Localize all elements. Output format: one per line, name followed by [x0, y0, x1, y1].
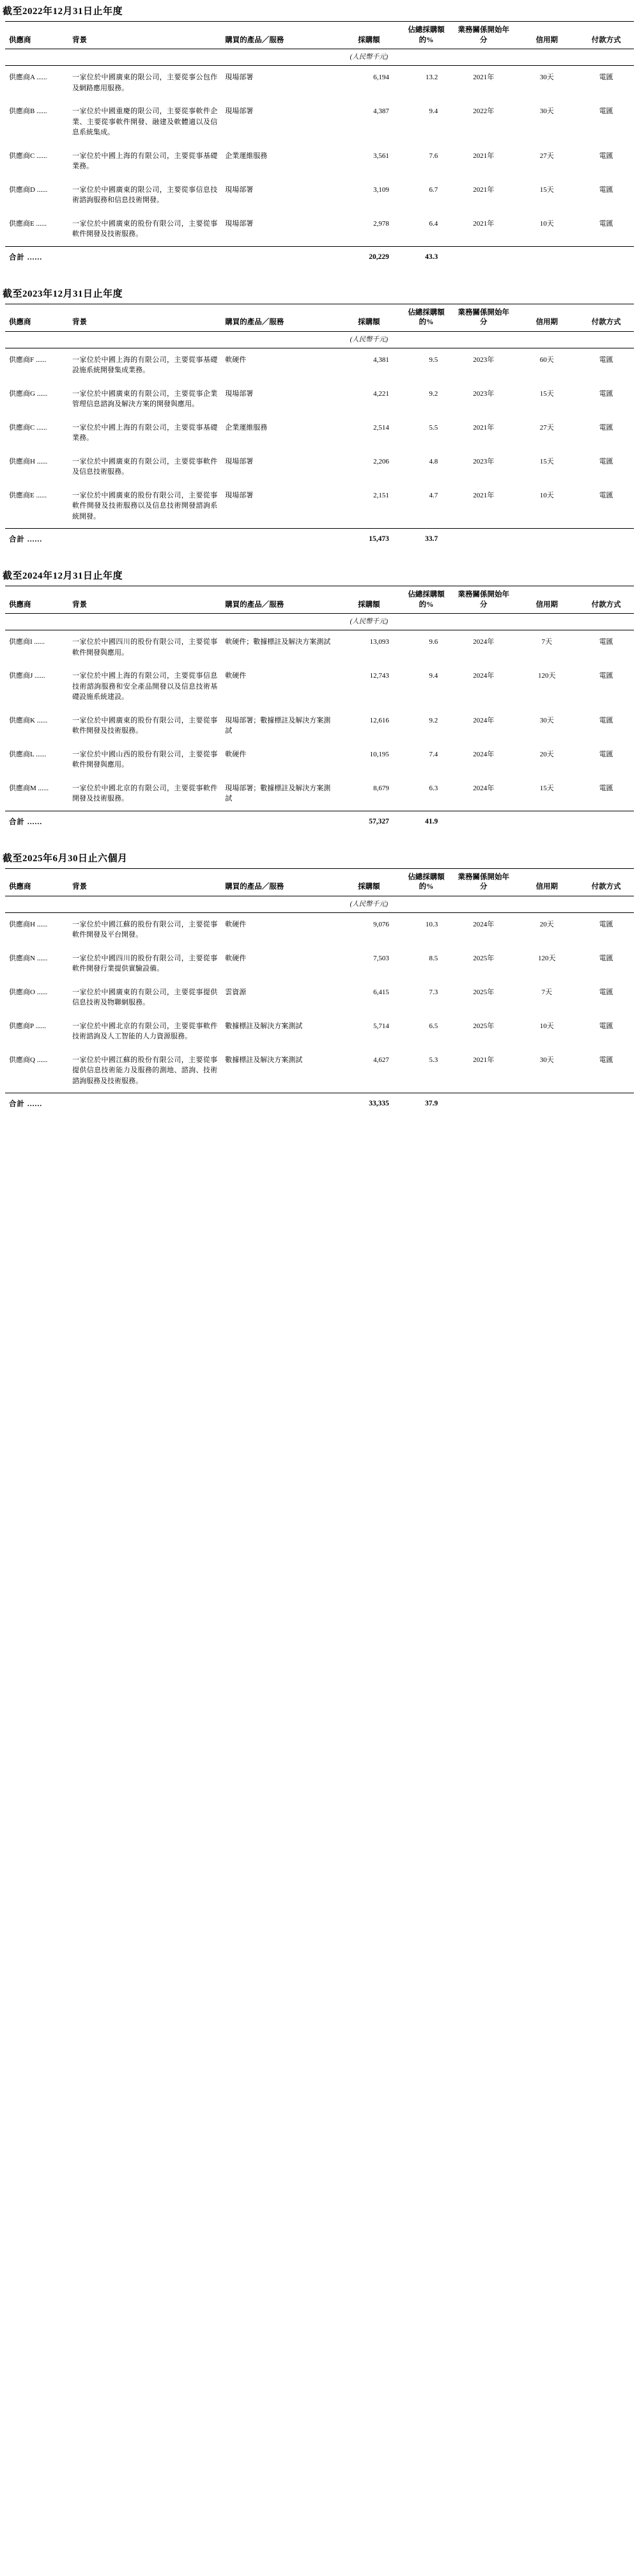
cell-credit: 20天 — [539, 920, 554, 928]
cell-since: 2021年 — [473, 491, 495, 499]
cell-product: 企業運維服務 — [225, 423, 268, 432]
table-row — [5, 178, 634, 212]
col-background: 背景 — [68, 304, 221, 331]
cell-amount: 4,627 — [373, 1056, 389, 1064]
col-pct: 佔總採購額的% — [401, 868, 452, 896]
cell-since: 2024年 — [473, 784, 495, 792]
col-payment: 付款方式 — [578, 304, 634, 331]
supplier-table — [5, 304, 634, 551]
cell-pct: 5.3 — [429, 1056, 438, 1064]
cell-amount: 3,109 — [373, 185, 389, 194]
cell-amount: 12,743 — [369, 672, 389, 680]
table-row — [5, 630, 634, 665]
cell-supplier: 供應商C ...... — [9, 152, 47, 160]
col-background: 背景 — [68, 586, 221, 614]
cell-product: 現場部署 — [225, 219, 254, 228]
cell-since: 2024年 — [473, 672, 495, 680]
cell-credit: 30天 — [539, 1056, 554, 1064]
cell-payment: 電匯 — [599, 638, 613, 646]
cell-supplier: 供應商P ...... — [9, 1022, 46, 1030]
col-credit: 信用期 — [515, 304, 578, 331]
table-total-row — [5, 246, 634, 269]
cell-product: 軟硬件；數據標註及解決方案測試 — [225, 638, 331, 646]
total-pct: 37.9 — [401, 1093, 452, 1116]
cell-credit: 15天 — [539, 185, 554, 194]
cell-background: 一家位於中國廣東的股份有限公司，主要從事軟件開發及技術服務。 — [72, 219, 218, 238]
cell-amount: 3,561 — [373, 152, 389, 160]
col-supplier: 供應商 — [5, 586, 68, 614]
table-row — [5, 416, 634, 450]
cell-since: 2022年 — [473, 107, 495, 116]
table-total-row — [5, 1093, 634, 1116]
cell-supplier: 供應商K ...... — [9, 716, 48, 724]
cell-amount: 2,978 — [373, 219, 389, 228]
cell-amount: 6,194 — [373, 74, 389, 82]
supplier-table — [5, 868, 634, 1116]
col-product: 購買的產品／服務 — [221, 304, 337, 331]
unit-note: (人民幣千元) — [337, 49, 401, 66]
table-row — [5, 450, 634, 484]
cell-payment: 電匯 — [599, 389, 613, 398]
cell-since: 2024年 — [473, 750, 495, 758]
cell-pct: 8.5 — [429, 954, 438, 962]
cell-product: 軟硬件 — [225, 355, 247, 364]
cell-credit: 30天 — [539, 716, 554, 724]
cell-amount: 4,387 — [373, 107, 389, 116]
cell-amount: 6,415 — [373, 988, 389, 996]
col-credit: 信用期 — [515, 22, 578, 49]
cell-since: 2024年 — [473, 920, 495, 928]
total-amount: 15,473 — [337, 529, 401, 551]
cell-supplier: 供應商I ...... — [9, 638, 45, 646]
cell-pct: 9.4 — [429, 107, 438, 116]
cell-product: 現場部署 — [225, 74, 254, 82]
cell-product: 軟硬件 — [225, 920, 247, 928]
cell-pct: 6.5 — [429, 1022, 438, 1030]
table-row — [5, 1015, 634, 1049]
cell-background: 一家位於中國四川的股份有限公司，主要從事軟件開發行業提供實驗設備。 — [72, 954, 218, 973]
cell-product: 軟硬件 — [225, 750, 247, 758]
supplier-tables-document — [0, 0, 639, 1115]
cell-since: 2024年 — [473, 638, 495, 646]
cell-product: 現場部署 — [225, 389, 254, 398]
cell-payment: 電匯 — [599, 988, 613, 996]
cell-pct: 10.3 — [426, 920, 438, 928]
section-title: 截至2025年6月30日止六個月 — [3, 853, 128, 864]
cell-background: 一家位於中國江蘇的股份有限公司，主要從事軟件開發及平台開發。 — [72, 920, 218, 939]
table-row — [5, 709, 634, 743]
cell-amount: 2,206 — [373, 457, 389, 465]
cell-pct: 4.7 — [429, 491, 438, 499]
cell-background: 一家位於中國廣東的股份有限公司，主要從事軟件開發及技術服務。 — [72, 716, 218, 735]
cell-product: 現場部署 — [225, 107, 254, 116]
cell-background: 一家位於中國上海的有限公司，主要從事基礎設施系統開發集成業務。 — [72, 355, 218, 375]
table-row — [5, 743, 634, 777]
unit-note: (人民幣千元) — [337, 331, 401, 348]
col-product: 購買的產品／服務 — [221, 868, 337, 896]
cell-supplier: 供應商C ...... — [9, 423, 47, 432]
col-supplier: 供應商 — [5, 868, 68, 896]
section-title: 截至2023年12月31日止年度 — [3, 288, 123, 299]
table-row — [5, 212, 634, 247]
cell-since: 2023年 — [473, 389, 495, 398]
cell-payment: 電匯 — [599, 355, 613, 364]
cell-amount: 2,151 — [373, 491, 389, 499]
cell-pct: 7.6 — [429, 152, 438, 160]
cell-supplier: 供應商L ...... — [9, 750, 47, 758]
cell-product: 企業運維服務 — [225, 152, 268, 160]
cell-since: 2021年 — [473, 152, 495, 160]
unit-note: (人民幣千元) — [337, 614, 401, 630]
cell-background: 一家位於中國江蘇的股份有限公司，主要從事提供信息技術能力及服務的測地、諮詢、技術諮詢服務及技術服務。 — [72, 1056, 218, 1085]
cell-pct: 9.4 — [429, 672, 438, 680]
cell-supplier: 供應商G ...... — [9, 389, 48, 398]
unit-row — [5, 49, 634, 66]
section-fy2022 — [0, 0, 639, 269]
cell-pct: 5.5 — [429, 423, 438, 432]
cell-credit: 30天 — [539, 74, 554, 82]
cell-credit: 7天 — [541, 638, 553, 646]
cell-supplier: 供應商H ...... — [9, 920, 48, 928]
supplier-table — [5, 21, 634, 269]
cell-background: 一家位於中國上海的有限公司，主要從事信息技術諮詢服務和安全產品開發以及信息技術基礎設施系統建設。 — [72, 672, 218, 701]
col-amount: 採購額 — [337, 22, 401, 49]
cell-credit: 10天 — [539, 219, 554, 228]
cell-payment: 電匯 — [599, 1022, 613, 1030]
cell-amount: 12,616 — [369, 716, 389, 724]
cell-supplier: 供應商E ...... — [9, 219, 47, 228]
cell-credit: 30天 — [539, 107, 554, 116]
cell-product: 現場部署 — [225, 491, 254, 499]
col-pct: 佔總採購額的% — [401, 586, 452, 614]
unit-row — [5, 896, 634, 912]
cell-supplier: 供應商N ...... — [9, 954, 48, 962]
cell-background: 一家位於中國四川的股份有限公司，主要從事軟件開發與應用。 — [72, 638, 218, 657]
table-row — [5, 1049, 634, 1093]
cell-pct: 9.2 — [429, 716, 438, 724]
cell-since: 2021年 — [473, 74, 495, 82]
cell-supplier: 供應商B ...... — [9, 107, 47, 116]
cell-payment: 電匯 — [599, 491, 613, 499]
table-total-row — [5, 811, 634, 833]
cell-payment: 電匯 — [599, 107, 613, 116]
unit-row — [5, 614, 634, 630]
cell-supplier: 供應商M ...... — [9, 784, 49, 792]
cell-payment: 電匯 — [599, 152, 613, 160]
cell-amount: 4,381 — [373, 355, 389, 364]
total-amount: 20,229 — [337, 246, 401, 269]
table-row — [5, 981, 634, 1015]
cell-supplier: 供應商A ...... — [9, 74, 47, 82]
col-payment: 付款方式 — [578, 868, 634, 896]
cell-since: 2025年 — [473, 1022, 495, 1030]
cell-background: 一家位於中國廣東的有限公司，主要從事軟件及信息技術服務。 — [72, 457, 218, 476]
col-payment: 付款方式 — [578, 22, 634, 49]
cell-payment: 電匯 — [599, 1056, 613, 1064]
cell-credit: 120天 — [538, 954, 556, 962]
total-label: 合計 ...... — [5, 1093, 68, 1116]
cell-supplier: 供應商O ...... — [9, 988, 48, 996]
section-title: 截至2022年12月31日止年度 — [3, 6, 123, 17]
cell-background: 一家位於中國廣東的有限公司，主要從事提供信息技術及物聯網服務。 — [72, 988, 218, 1007]
cell-payment: 電匯 — [599, 74, 613, 82]
cell-supplier: 供應商J ...... — [9, 672, 45, 680]
table-row — [5, 777, 634, 811]
cell-amount: 2,514 — [373, 423, 389, 432]
col-product: 購買的產品／服務 — [221, 586, 337, 614]
cell-supplier: 供應商F ...... — [9, 355, 47, 364]
table-header-row — [5, 868, 634, 896]
cell-payment: 電匯 — [599, 716, 613, 724]
cell-since: 2023年 — [473, 457, 495, 465]
table-row — [5, 144, 634, 178]
cell-background: 一家位於中國廣東的股份有限公司，主要從事軟件開發及技術服務以及信息技術開發諮詢系統開發。 — [72, 491, 218, 520]
cell-pct: 9.5 — [429, 355, 438, 364]
cell-payment: 電匯 — [599, 954, 613, 962]
table-row — [5, 348, 634, 382]
cell-background: 一家位於中國上海的有限公司，主要從事基礎業務。 — [72, 152, 218, 171]
table-row — [5, 947, 634, 981]
col-since: 業務關係開始年分 — [452, 22, 515, 49]
cell-product: 現場部署 — [225, 185, 254, 194]
cell-since: 2024年 — [473, 716, 495, 724]
cell-pct: 13.2 — [426, 74, 438, 82]
col-background: 背景 — [68, 868, 221, 896]
cell-credit: 15天 — [539, 457, 554, 465]
section-fy2024 — [0, 565, 639, 833]
cell-payment: 電匯 — [599, 750, 613, 758]
cell-pct: 6.3 — [429, 784, 438, 792]
table-header-row — [5, 586, 634, 614]
cell-since: 2021年 — [473, 185, 495, 194]
total-label: 合計 ...... — [5, 811, 68, 833]
cell-background: 一家位於中國廣東的限公司，主要從事公包作及網路應用服務。 — [72, 74, 218, 92]
cell-background: 一家位於中國廣東的有限公司，主要從事企業管理信息諮詢及解決方案的開發與應用。 — [72, 389, 218, 409]
cell-payment: 電匯 — [599, 219, 613, 228]
col-credit: 信用期 — [515, 586, 578, 614]
cell-since: 2023年 — [473, 355, 495, 364]
cell-product: 數據標註及解決方案測試 — [225, 1022, 303, 1030]
col-supplier: 供應商 — [5, 304, 68, 331]
col-pct: 佔總採購額的% — [401, 22, 452, 49]
cell-credit: 10天 — [539, 1022, 554, 1030]
table-row — [5, 382, 634, 416]
cell-product: 現場部署；數據標註及解決方案測試 — [225, 784, 331, 803]
cell-amount: 10,195 — [369, 750, 389, 758]
cell-supplier: 供應商H ...... — [9, 457, 48, 465]
cell-supplier: 供應商E ...... — [9, 491, 47, 499]
cell-supplier: 供應商D ...... — [9, 185, 48, 194]
cell-background: 一家位於中國北京的有限公司，主要從事軟件技術諮詢及人工智能的人力資源服務。 — [72, 1022, 218, 1041]
cell-product: 軟硬件 — [225, 672, 247, 680]
cell-since: 2025年 — [473, 988, 495, 996]
col-supplier: 供應商 — [5, 22, 68, 49]
col-background: 背景 — [68, 22, 221, 49]
unit-note: (人民幣千元) — [337, 896, 401, 912]
cell-payment: 電匯 — [599, 423, 613, 432]
cell-product: 現場部署；數據標註及解決方案測試 — [225, 716, 331, 735]
cell-credit: 27天 — [539, 152, 554, 160]
section-h1-2025 — [0, 847, 639, 1116]
cell-payment: 電匯 — [599, 672, 613, 680]
cell-since: 2025年 — [473, 954, 495, 962]
total-label: 合計 ...... — [5, 529, 68, 551]
cell-credit: 15天 — [539, 784, 554, 792]
cell-amount: 5,714 — [373, 1022, 389, 1030]
table-row — [5, 484, 634, 529]
cell-payment: 電匯 — [599, 457, 613, 465]
total-label: 合計 ...... — [5, 246, 68, 269]
section-fy2023 — [0, 283, 639, 551]
cell-credit: 7天 — [541, 988, 553, 996]
col-since: 業務關係開始年分 — [452, 586, 515, 614]
cell-background: 一家位於中國北京的有限公司，主要從事軟件開發及技術服務。 — [72, 784, 218, 803]
section-title: 截至2024年12月31日止年度 — [3, 571, 123, 582]
unit-row — [5, 331, 634, 348]
col-pct: 佔總採購額的% — [401, 304, 452, 331]
cell-pct: 6.4 — [429, 219, 438, 228]
col-credit: 信用期 — [515, 868, 578, 896]
total-amount: 57,327 — [337, 811, 401, 833]
col-product: 購買的產品／服務 — [221, 22, 337, 49]
cell-amount: 7,503 — [373, 954, 389, 962]
cell-credit: 60天 — [539, 355, 554, 364]
cell-credit: 120天 — [538, 672, 556, 680]
col-amount: 採購額 — [337, 304, 401, 331]
cell-pct: 7.3 — [429, 988, 438, 996]
table-row — [5, 912, 634, 947]
cell-payment: 電匯 — [599, 784, 613, 792]
cell-amount: 4,221 — [373, 389, 389, 398]
cell-product: 數據標註及解決方案測試 — [225, 1056, 303, 1064]
cell-background: 一家位於中國山西的股份有限公司，主要從事軟件開發與應用。 — [72, 750, 218, 769]
supplier-table — [5, 586, 634, 833]
table-header-row — [5, 304, 634, 331]
table-header-row — [5, 22, 634, 49]
cell-payment: 電匯 — [599, 185, 613, 194]
table-row — [5, 664, 634, 709]
total-pct: 43.3 — [401, 246, 452, 269]
col-amount: 採購額 — [337, 586, 401, 614]
cell-since: 2021年 — [473, 1056, 495, 1064]
cell-product: 軟硬件 — [225, 954, 247, 962]
cell-credit: 20天 — [539, 750, 554, 758]
cell-supplier: 供應商Q ...... — [9, 1056, 48, 1064]
cell-credit: 27天 — [539, 423, 554, 432]
cell-since: 2021年 — [473, 423, 495, 432]
cell-product: 現場部署 — [225, 457, 254, 465]
cell-amount: 8,679 — [373, 784, 389, 792]
cell-background: 一家位於中國重慶的限公司，主要從事軟件企業、主要從事軟件開發、融建及軟體適以及信息系統集成。 — [72, 107, 218, 137]
total-pct: 33.7 — [401, 529, 452, 551]
total-amount: 33,335 — [337, 1093, 401, 1116]
cell-amount: 13,093 — [369, 638, 389, 646]
col-payment: 付款方式 — [578, 586, 634, 614]
col-since: 業務關係開始年分 — [452, 868, 515, 896]
cell-pct: 7.4 — [429, 750, 438, 758]
cell-background: 一家位於中國上海的有限公司，主要從事基礎業務。 — [72, 423, 218, 442]
col-amount: 採購額 — [337, 868, 401, 896]
cell-pct: 4.8 — [429, 457, 438, 465]
cell-amount: 9,076 — [373, 920, 389, 928]
cell-credit: 15天 — [539, 389, 554, 398]
cell-product: 雲資源 — [225, 988, 247, 996]
cell-pct: 6.7 — [429, 185, 438, 194]
total-pct: 41.9 — [401, 811, 452, 833]
col-since: 業務關係開始年分 — [452, 304, 515, 331]
table-total-row — [5, 529, 634, 551]
cell-credit: 10天 — [539, 491, 554, 499]
table-row — [5, 100, 634, 144]
cell-pct: 9.2 — [429, 389, 438, 398]
table-row — [5, 66, 634, 100]
cell-background: 一家位於中國廣東的限公司，主要從事信息技術諮詢服務和信息技術開發。 — [72, 185, 218, 205]
cell-payment: 電匯 — [599, 920, 613, 928]
cell-since: 2021年 — [473, 219, 495, 228]
cell-pct: 9.6 — [429, 638, 438, 646]
